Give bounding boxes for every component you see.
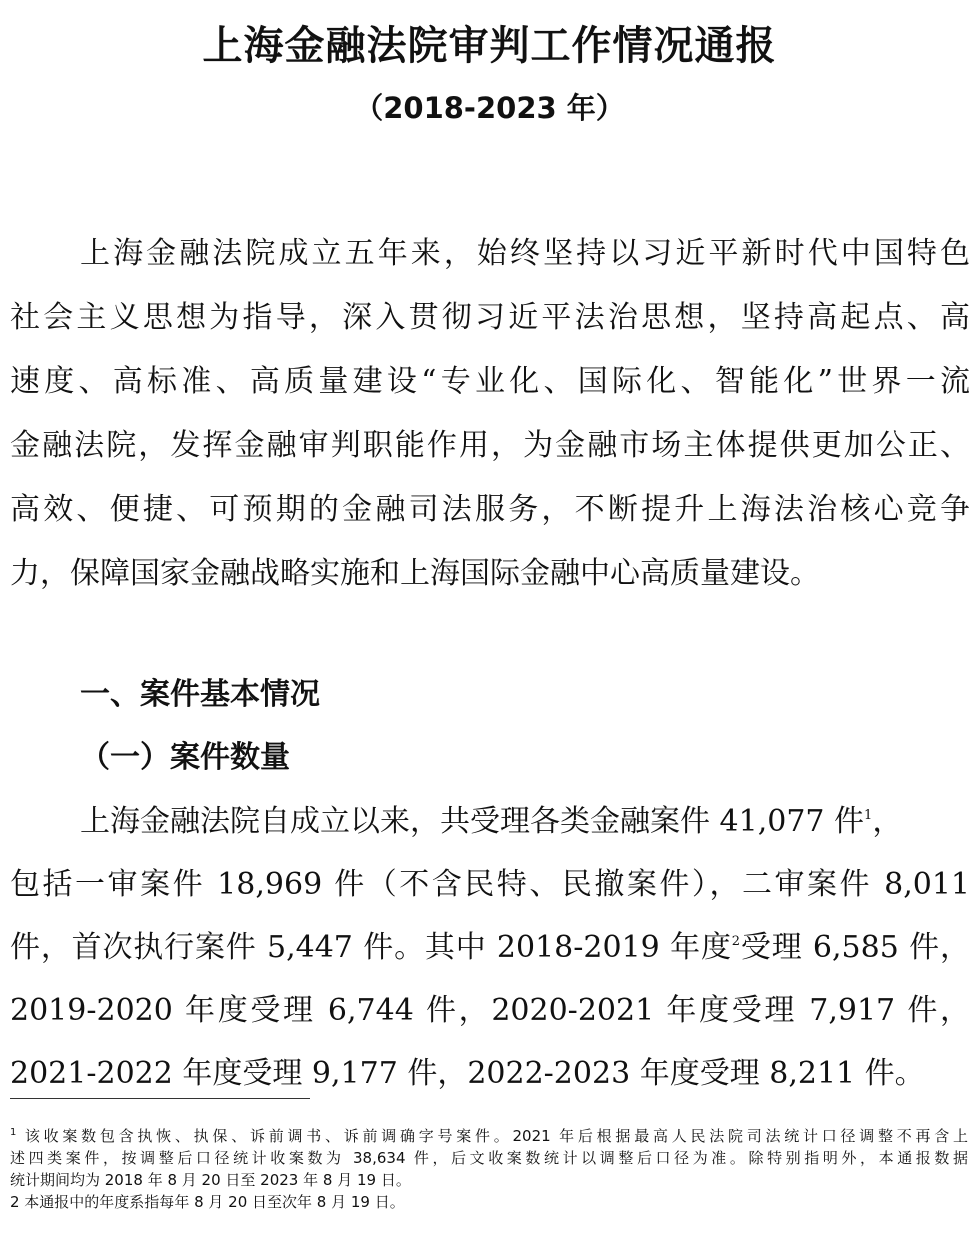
body-line-1 bbox=[80, 805, 970, 839]
footnote-1-line-2: 述四类案件，按调整后口径统计收案数为 38,634 件，后文收案数统计以调整后口径为准。除特别指明外，本通报数据 bbox=[10, 1149, 968, 1167]
intro-line-2: 社会主义思想为指导，深入贯彻习近平法治思想，坚持高起点、高 bbox=[10, 300, 970, 335]
body-line-2: 包括一审案件 18,969 件（不含民特、民撤案件），二审案件 8,011 bbox=[10, 867, 970, 902]
body-line-1-end: ， bbox=[872, 804, 903, 839]
document-subtitle: （2018-2023 年） bbox=[354, 91, 625, 125]
intro-line-3: 速度、高标准、高质量建设“专业化、国际化、智能化”世界一流 bbox=[10, 364, 970, 399]
body-line-4: 2019-2020 年度受理 6,744 件，2020-2021 年度受理 7,917 件， bbox=[10, 993, 970, 1028]
intro-line-4: 金融法院，发挥金融审判职能作用，为金融市场主体提供更加公正、 bbox=[10, 428, 970, 463]
footnote-divider bbox=[10, 1098, 310, 1099]
footnote-ref-1: 1 bbox=[864, 808, 873, 823]
footnote-1-line-3: 统计期间均为 2018 年 8 月 20 日至 2023 年 8 月 19 日。 bbox=[10, 1171, 411, 1189]
body-line-3 bbox=[10, 931, 970, 965]
body-line-3-a: 件，首次执行案件 5,447 件。其中 2018-2019 年度 bbox=[10, 930, 732, 965]
footnote-1-line-1 bbox=[10, 1126, 968, 1146]
section-heading: 一、案件基本情况 bbox=[80, 677, 320, 712]
body-line-5: 2021-2022 年度受理 9,177 件，2022-2023 年度受理 8,211 件。 bbox=[10, 1056, 925, 1091]
footnote-ref-2: 2 bbox=[731, 934, 741, 949]
intro-line-1: 上海金融法院成立五年来，始终坚持以习近平新时代中国特色 bbox=[80, 236, 970, 271]
footnote-1-text-1: 该收案数包含执恢、执保、诉前调书、诉前调确字号案件。2021 年后根据最高人民法院司法统计口径调整不再含上 bbox=[24, 1127, 968, 1145]
footnote-2: 2 本通报中的年度系指每年 8 月 20 日至次年 8 月 19 日。 bbox=[10, 1193, 405, 1211]
intro-line-6: 力，保障国家金融战略实施和上海国际金融中心高质量建设。 bbox=[10, 556, 820, 591]
body-line-1-text: 上海金融法院自成立以来，共受理各类金融案件 41,077 件 bbox=[80, 804, 865, 839]
intro-line-5: 高效、便捷、可预期的金融司法服务，不断提升上海法治核心竞争 bbox=[10, 492, 970, 527]
footnote-1-mark: 1 bbox=[10, 1127, 17, 1138]
subsection-heading: （一）案件数量 bbox=[80, 740, 290, 775]
document-title: 上海金融法院审判工作情况通报 bbox=[202, 23, 777, 69]
body-line-3-b: 受理 6,585 件， bbox=[740, 930, 970, 965]
